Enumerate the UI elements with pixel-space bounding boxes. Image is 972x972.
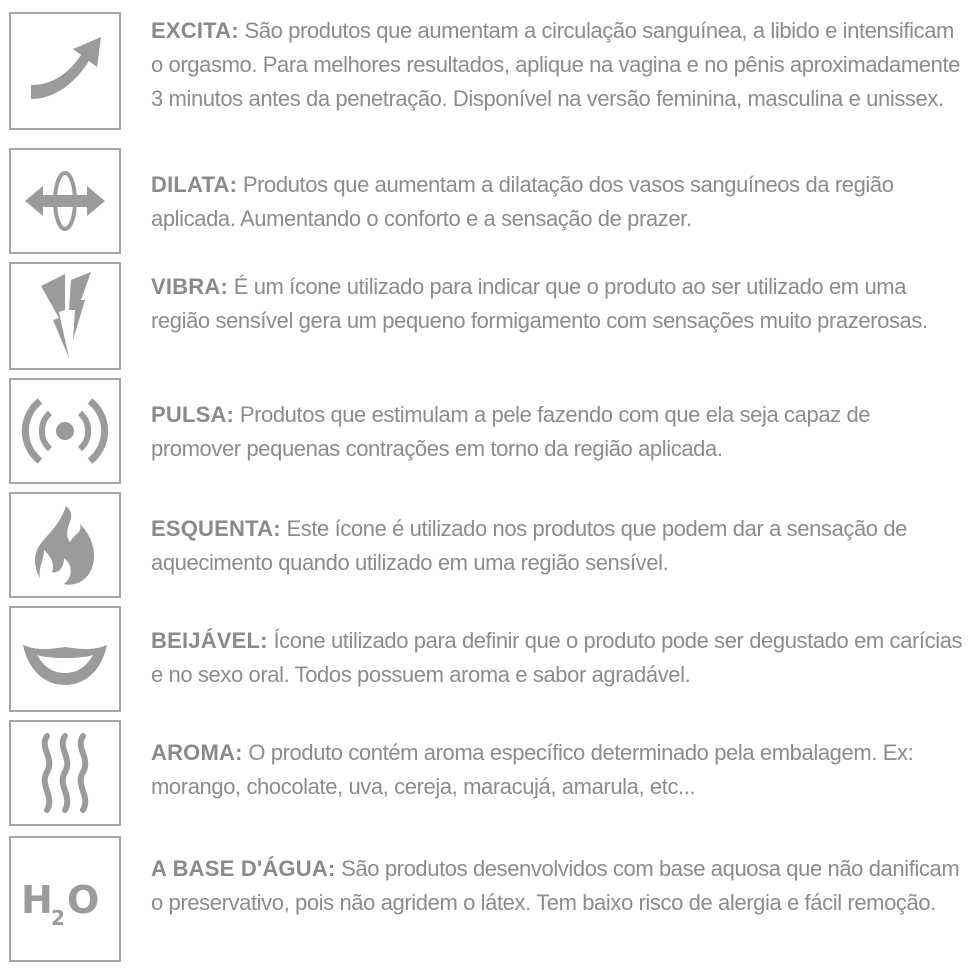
item-title: PULSA:: [151, 402, 235, 427]
svg-text:O: O: [67, 878, 100, 922]
flame-icon: [9, 492, 121, 598]
item-title: AROMA:: [151, 740, 243, 765]
pulse-waves-icon: [9, 378, 121, 484]
aroma-waves-icon: [9, 720, 121, 826]
item-aroma: [151, 736, 963, 804]
svg-text:2: 2: [51, 906, 65, 929]
item-excita: [151, 14, 963, 116]
item-title: VIBRA:: [151, 274, 228, 299]
h2o-icon: [9, 836, 121, 962]
item-text: É um ícone utilizado para indicar que o produto ao ser utilizado em uma região sensível gera um pequeno formigamento com sensações muito prazerosas.: [151, 274, 928, 333]
item-dilata: [151, 168, 963, 236]
item-beijavel: [151, 624, 963, 692]
svg-text:H: H: [21, 878, 53, 922]
item-title: A BASE D'ÁGUA:: [151, 856, 336, 881]
item-text: Produtos que aumentam a dilatação dos vasos sanguíneos da região aplicada. Aumentando o conforto e a sensação de prazer.: [151, 172, 894, 231]
item-title: BEIJÁVEL:: [151, 628, 268, 653]
arrow-up-right-icon: [9, 12, 121, 130]
item-text: Ícone utilizado para definir que o produto pode ser degustado em carícias e no sexo oral. Todos possuem aroma e sabor agradável.: [151, 628, 963, 687]
item-text: Produtos que estimulam a pele fazendo com que ela seja capaz de promover pequenas contrações em torno da região aplicada.: [151, 402, 871, 461]
item-pulsa: [151, 398, 963, 466]
item-vibra: [151, 270, 963, 338]
item-title: EXCITA:: [151, 18, 239, 43]
vibration-icon: [9, 262, 121, 370]
item-text: São produtos desenvolvidos com base aquosa que não danificam o preservativo, pois não agridem o látex. Tem baixo risco de alergia e fácil remoção.: [151, 856, 960, 915]
item-title: ESQUENTA:: [151, 516, 281, 541]
dilate-arrows-icon: [9, 148, 121, 254]
item-text: Este ícone é utilizado nos produtos que podem dar a sensação de aquecimento quando utilizado em uma região sensível.: [151, 516, 908, 575]
item-title: DILATA:: [151, 172, 238, 197]
item-text: O produto contém aroma específico determinado pela embalagem. Ex: morango, chocolate, uva, cereja, maracujá, amarula, etc...: [151, 740, 914, 799]
item-text: São produtos que aumentam a circulação sanguínea, a libido e intensificam o orgasmo. Para melhores resultados, aplique na vagina e no pênis aproximadamente 3 minutos antes da penetração. Disponível na versão feminina, masculina e unissex.: [151, 18, 960, 111]
lips-icon: [9, 606, 121, 712]
item-esquenta: [151, 512, 963, 580]
item-base-dagua: [151, 852, 963, 920]
